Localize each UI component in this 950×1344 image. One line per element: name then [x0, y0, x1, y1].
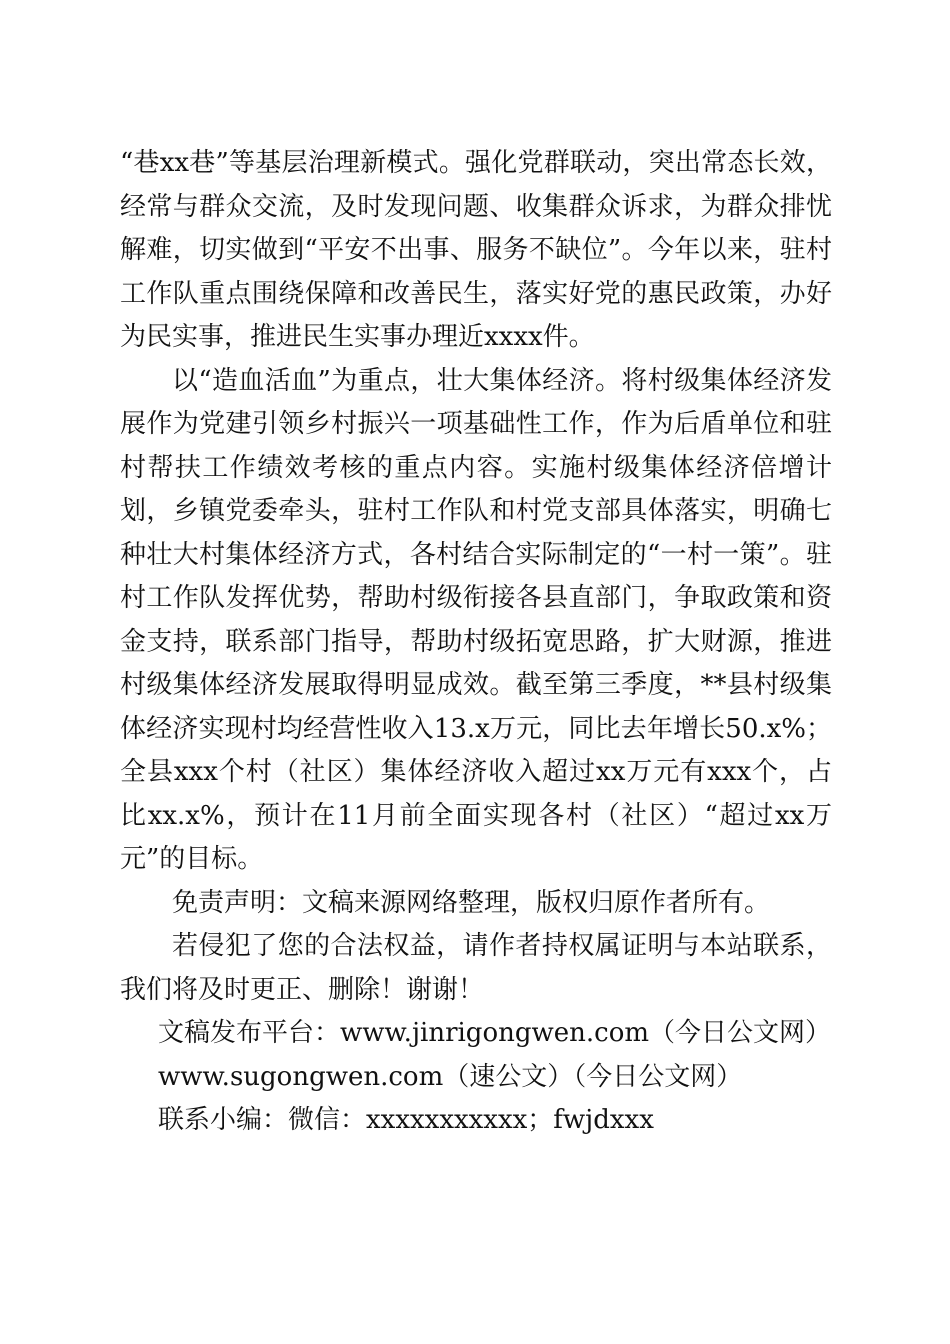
paragraph-governance: “巷xx巷”等基层治理新模式。强化党群联动，突出常态长效，经常与群众交流，及时发现问题、收集群众诉求，为群众排忧解难，切实做到“平安不出事、服务不缺位”。今年以来，驻村工作队重点围绕保障和改善民生，落实好党的惠民政策，办好为民实事，推进民生实事办理近xxxx件。 — [120, 148, 832, 352]
contact-text: 联系小编：微信：xxxxxxxxxxx；fwjdxxx — [158, 1105, 654, 1135]
document-body — [120, 142, 832, 1143]
publish-platform-text-2: www.sugongwen.com（速公文）（今日公文网） — [158, 1061, 743, 1092]
disclaimer-text: 免责声明：文稿来源网络整理，版权归原作者所有。 — [172, 887, 771, 918]
infringement-notice: 若侵犯了您的合法权益，请作者持权属证明与本站联系，我们将及时更正、删除！谢谢！ — [120, 931, 832, 1005]
publish-platform-text: 文稿发布平台：www.jinrigongwen.com（今日公文网） — [158, 1018, 832, 1048]
paragraph-collective-economy: 以“造血活血”为重点，壮大集体经济。将村级集体经济发展作为党建引领乡村振兴一项基础性工作，作为后盾单位和驻村帮扶工作绩效考核的重点内容。实施村级集体经济倍增计划，乡镇党委牵头，驻村工作队和村党支部具体落实，明确七种壮大村集体经济方式，各村结合实际制定的“一村一策”。驻村工作队发挥优势，帮助村级衔接各县直部门，争取政策和资金支持，联系部门指导，帮助村级拓宽思路，扩大财源，推进村级集体经济发展取得明显成效。截至第三季度，**县村级集体经济实现村均经营性收入13.x万元，同比去年增长50.x%；全县xxx个村（社区）集体经济收入超过xx万元有xxx个，占比xx.x%，预计在11月前全面实现各村（社区）“超过xx万元”的目标。 — [120, 365, 832, 874]
